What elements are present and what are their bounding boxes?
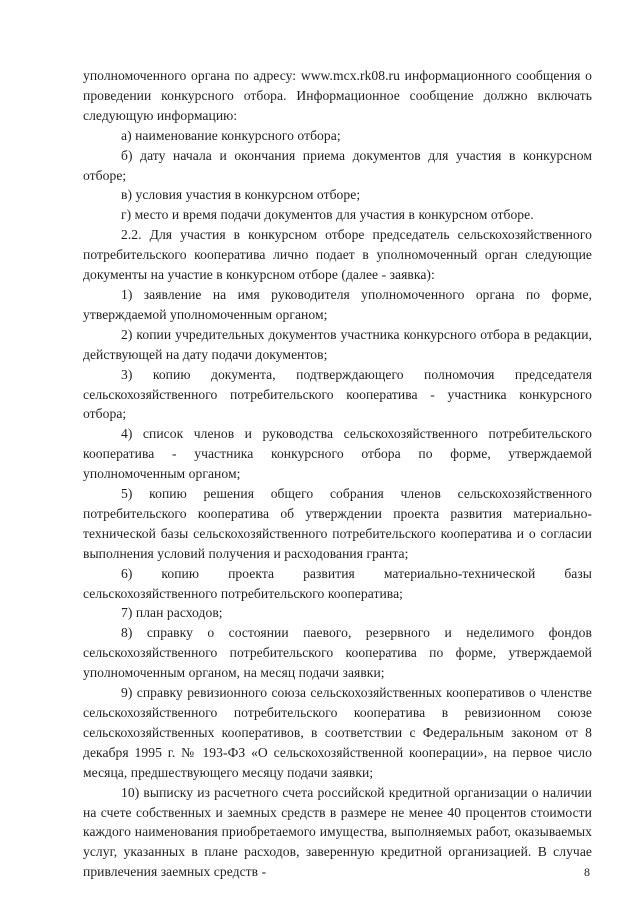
list-item-a: а) наименование конкурсного отбора; [121,127,341,143]
list-item-c: в) условия участия в конкурсном отборе; [121,187,361,203]
document-item-4: 4) список членов и руководства сельскохозяйственного потребительского кооператива - участника конкурсного отбора по форме, утверждаемой уполномоченным органом; [83,426,592,482]
page-number: 8 [584,865,590,879]
document-item-10: 10) выписку из расчетного счета российской кредитной организации о наличии на счете собственных и заемных средств в размере не менее 40 процентов стоимости каждого наименования приобретаемого имущества, выполняемых работ, оказываемых услуг, указанных в плане расходов, заверенную кредитной организацией. В случае привлечения заемных средств - [83,784,592,880]
section-2-2: 2.2. Для участия в конкурсном отборе председатель сельскохозяйственного потребительского кооператива лично подает в уполномоченный орган следующие документы на участие в конкурсном отборе (далее - заявка): [83,227,592,283]
list-item-d: г) место и время подачи документов для участия в конкурсном отборе. [121,207,534,223]
document-item-7: 7) план расходов; [121,605,223,621]
document-item-1: 1) заявление на имя руководителя уполномоченного органа по форме, утверждаемой уполномоченным органом; [83,286,592,322]
document-item-5: 5) копию решения общего собрания членов сельскохозяйственного потребительского кооператива об утверждении проекта развития материально-технической базы сельскохозяйственного потребительского кооператива и о согласии выполнения условий получения и расходования гранта; [83,486,592,561]
document-item-8: 8) справку о состоянии паевого, резервного и неделимого фондов сельскохозяйственного потребительского кооператива по форме, утверждаемой уполномоченным органом, на месяц подачи заявки; [83,625,592,681]
document-body [83,66,592,882]
list-item-b: б) дату начала и окончания приема документов для участия в конкурсном отборе; [83,147,592,183]
paragraph-continuation: уполномоченного органа по адресу: www.mcx.rk08.ru информационного сообщения о проведении конкурсного отбора. Информационное сообщение должно включать следующую информацию: [83,68,592,123]
document-item-2: 2) копии учредительных документов участника конкурсного отбора в редакции, действующей на дату подачи документов; [83,326,592,362]
document-item-9: 9) справку ревизионного союза сельскохозяйственных кооперативов о членстве сельскохозяйственного потребительского кооператива в ревизионном союзе сельскохозяйственных кооперативов, в соответствии с Федеральным законом от 8 декабря 1995 г. № 193-ФЗ «О сельскохозяйственной кооперации», на первое число месяца, предшествующего месяцу подачи заявки; [83,685,592,780]
document-item-3: 3) копию документа, подтверждающего полномочия председателя сельскохозяйственного потребительского кооператива - участника конкурсного отбора; [83,366,592,422]
document-item-6: 6) копию проекта развития материально-технической базы сельскохозяйственного потребительского кооператива; [83,565,592,601]
